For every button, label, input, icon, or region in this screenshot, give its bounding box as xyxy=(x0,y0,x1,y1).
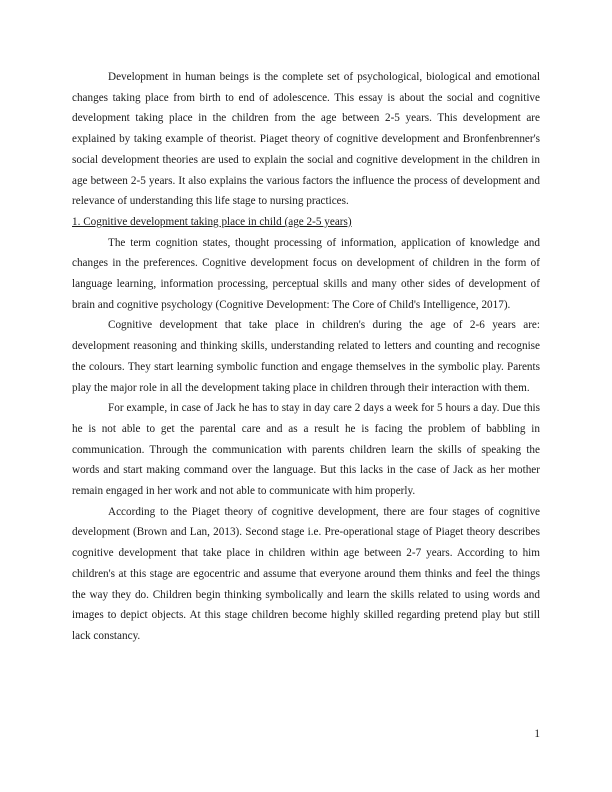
intro-paragraph: Development in human beings is the complete set of psychological, biological and emotional changes taking place from birth to end of adolescence. This essay is about the social and cognitive development taking place in the children from the age between 2-5 years. This development are explained by taking example of theorist. Piaget theory of cognitive development and Bronfenbrenner's social development theories are used to explain the social and cognitive development in the children in age between 2-5 years. It also explains the various factors the influence the process of development and relevance of understanding this life stage to nursing practices. xyxy=(72,71,540,208)
page-number: 1 xyxy=(534,728,540,740)
jack-example-paragraph: For example, in case of Jack he has to stay in day care 2 days a week for 5 hours a day. Due this he is not able to get the parental care and as a result he is facing the problem of babbling in communication. Through the communication with parents children learn the skills of speaking the words and start making command over the language. But this lacks in the case of Jack as her mother remain engaged in her work and not able to communicate with him properly. xyxy=(72,402,540,498)
section-heading-cognitive-development: 1. Cognitive development taking place in child (age 2-5 years) xyxy=(72,215,352,228)
document-body xyxy=(72,67,540,647)
age-2-6-paragraph: Cognitive development that take place in children's during the age of 2-6 years are: development reasoning and thinking skills, understanding related to letters and counting and recognise the colours. They start learning symbolic function and engage themselves in the symbolic play. Parents play the major role in all the development taking place in children through their interaction with them. xyxy=(72,319,540,394)
piaget-paragraph: According to the Piaget theory of cognitive development, there are four stages of cognitive development (Brown and Lan, 2013). Second stage i.e. Pre-operational stage of Piaget theory describes cognitive development that take place in children within age between 2-7 years. According to him children's at this stage are egocentric and assume that everyone around them thinks and feel the things the way they do. Children begin thinking symbolically and learn the skills related to using words and images to depict objects. At this stage children become highly skilled regarding pretend play but still lack constancy. xyxy=(72,505,540,642)
cognition-paragraph: The term cognition states, thought processing of information, application of knowledge and changes in the preferences. Cognitive development focus on development of children in the form of language learning, information processing, perceptual skills and many other sides of development of brain and cognitive psychology (Cognitive Development: The Core of Child's Intelligence, 2017). xyxy=(72,236,540,311)
